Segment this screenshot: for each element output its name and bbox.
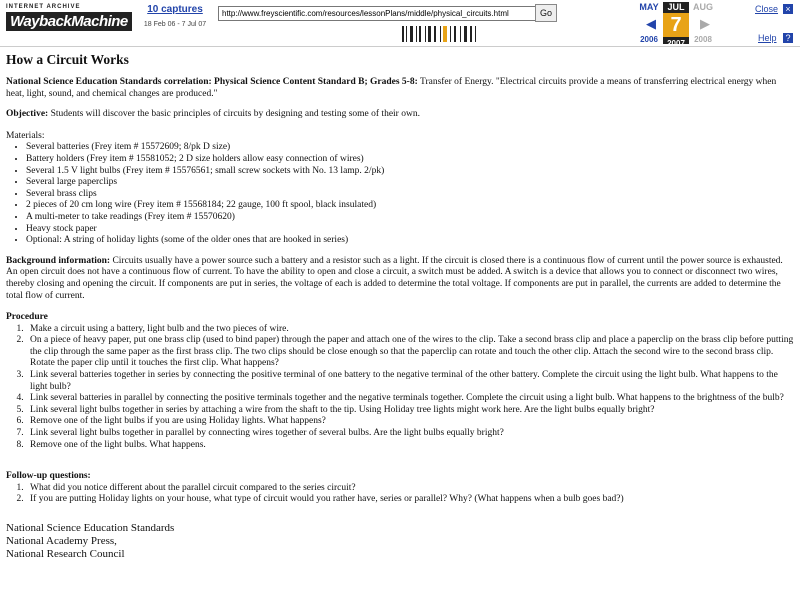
procedure-section bbox=[6, 312, 794, 451]
objective-text: Students will discover the basic principles of circuits by designing and testing some of their own. bbox=[48, 109, 420, 120]
list-item: • 2 pieces of 20 cm long wire (Frey item # 15568184; 22 gauge, 100 ft spool, black insulated) bbox=[26, 200, 794, 212]
logo-top-text: INTERNET ARCHIVE bbox=[6, 4, 81, 10]
followup-section bbox=[6, 471, 794, 506]
list-item: • Several 1.5 V light bulbs (Frey item # 15576561; small screw sockets with No. 13 lamp. 2/pk) bbox=[26, 166, 794, 178]
followup-list bbox=[6, 483, 794, 506]
footer-line: National Science Education Standards bbox=[6, 522, 175, 534]
next-capture-arrow-icon: ▶ bbox=[700, 16, 710, 31]
wayback-logo[interactable] bbox=[6, 4, 128, 40]
standards-paragraph bbox=[6, 77, 794, 100]
go-button[interactable]: Go bbox=[535, 4, 557, 22]
list-item: • A multi-meter to take readings (Frey item # 15570620) bbox=[26, 212, 794, 224]
materials-list bbox=[6, 142, 794, 246]
page-title: How a Circuit Works bbox=[6, 52, 129, 67]
footer-line: National Research Council bbox=[6, 548, 125, 560]
help-link[interactable]: Help bbox=[758, 33, 777, 43]
background-label: Background information: bbox=[6, 255, 111, 266]
list-item: 2. On a piece of heavy paper, put one brass clip (used to bind paper) through the paper and attach one of the wires to the clip. Take a second brass clip and place a paperclip on the brass clip before putting the clip through the same paper as the first brass clip. The two clips should be close enough so that the paperclip can rotate and touch the other clip. Attach the second wire to the second brass clip. Rotate the paper clip until it touches the first clip. What happens? bbox=[26, 335, 794, 370]
month-may[interactable]: MAY 2006 bbox=[639, 2, 659, 44]
close-icon[interactable]: × bbox=[783, 4, 793, 14]
standards-label: National Science Education Standards correlation: Physical Science Content Standard B; Grades 5-8: bbox=[6, 77, 418, 87]
close-link[interactable]: Close bbox=[755, 4, 779, 14]
followup-label: Follow-up questions: bbox=[6, 471, 91, 482]
list-item: • Optional: A string of holiday lights (some of the older ones that are hooked in series) bbox=[26, 235, 794, 247]
list-item: • Several batteries (Frey item # 15572609; 8/pk D size) bbox=[26, 142, 794, 154]
month-jul-current: JUL 7 2007 bbox=[663, 2, 689, 44]
objective-label: Objective: bbox=[6, 109, 49, 120]
logo-main-text: WaybackMachine bbox=[6, 12, 132, 31]
list-item: 2. If you are putting Holiday lights on your house, what type of circuit would you rather have, series or parallel? Why? (What happens when a bulb goes bad?) bbox=[26, 494, 794, 506]
procedure-list bbox=[6, 324, 794, 452]
list-item: • Heavy stock paper bbox=[26, 224, 794, 236]
list-item: • Several brass clips bbox=[26, 189, 794, 201]
list-item: • Battery holders (Frey item # 15581052; 2 D size holders allow easy connection of wires) bbox=[26, 154, 794, 166]
list-item: 1. Make a circuit using a battery, light bulb and the two pieces of wire. bbox=[26, 324, 794, 336]
materials-section bbox=[6, 131, 794, 247]
objective-paragraph bbox=[6, 109, 794, 121]
prev-capture-arrow-icon[interactable]: ◀ bbox=[646, 16, 656, 31]
background-paragraph bbox=[6, 256, 794, 302]
list-item: 3. Link several batteries together in series by connecting the positive terminal of one battery to the negative terminal of the other battery. Complete the circuit using the light bulb. What happens to the light bulb? bbox=[26, 370, 794, 393]
materials-label: Materials: bbox=[6, 130, 45, 141]
month-aug: AUG 2008 bbox=[693, 2, 713, 44]
capture-range: 18 Feb 06 - 7 Jul 07 bbox=[143, 21, 207, 28]
list-item: • Several large paperclips bbox=[26, 177, 794, 189]
list-item: 5. Link several light bulbs together in series by attaching a wire from the shaft to the tip. Using Holiday tree lights might work here. Are the light bulbs equally bright? bbox=[26, 405, 794, 417]
standards-text: Transfer of Energy. "Electrical circuits provide a means of transferring electrical energy when heat, light, sound, and chemical changes are produced." bbox=[6, 77, 777, 99]
captures-link[interactable]: 10 captures bbox=[147, 4, 203, 15]
list-item: 4. Link several batteries in parallel by connecting the positive terminals together and the negative terminals together. Complete the circuit using a light bulb. What happens to the brightness of the bulb? bbox=[26, 393, 794, 405]
background-text: Circuits usually have a power source such a battery and a resistor such as a light. If the circuit is closed there is a continuous flow of current until the power source is exhausted. An open circuit does not have a continuous flow of current. To have the ability to open and close a circuit, a switch must be added. A switch is a device that allows you to connect or disconnect two wires, thereby closing and opening the circuit. If components are put in series, the voltage of each is added to determine the total voltage. If components are put in parallel, the currents are added to determine the total flow of current. bbox=[6, 255, 783, 301]
lesson-content bbox=[6, 47, 794, 561]
current-day: 7 bbox=[663, 13, 689, 37]
footer-line: National Academy Press, bbox=[6, 535, 117, 547]
wayback-toolbar bbox=[0, 0, 800, 47]
capture-sparkline[interactable] bbox=[400, 26, 480, 42]
captures-info bbox=[130, 4, 220, 28]
list-item: 7. Link several light bulbs together in parallel by connecting wires together of several bulbs. Are the light bulbs equally bright? bbox=[26, 428, 794, 440]
footer-reference bbox=[6, 522, 794, 561]
list-item: 6. Remove one of the light bulbs if you are using Holiday lights. What happens? bbox=[26, 416, 794, 428]
list-item: 1. What did you notice different about the parallel circuit compared to the series circuit? bbox=[26, 483, 794, 495]
list-item: 8. Remove one of the light bulbs. What happens. bbox=[26, 440, 794, 452]
help-icon[interactable]: ? bbox=[783, 33, 793, 43]
url-input[interactable]: http://www.freyscientific.com/resources/lessonPlans/middle/physical_circuits.html bbox=[218, 6, 538, 21]
procedure-label: Procedure bbox=[6, 312, 48, 323]
